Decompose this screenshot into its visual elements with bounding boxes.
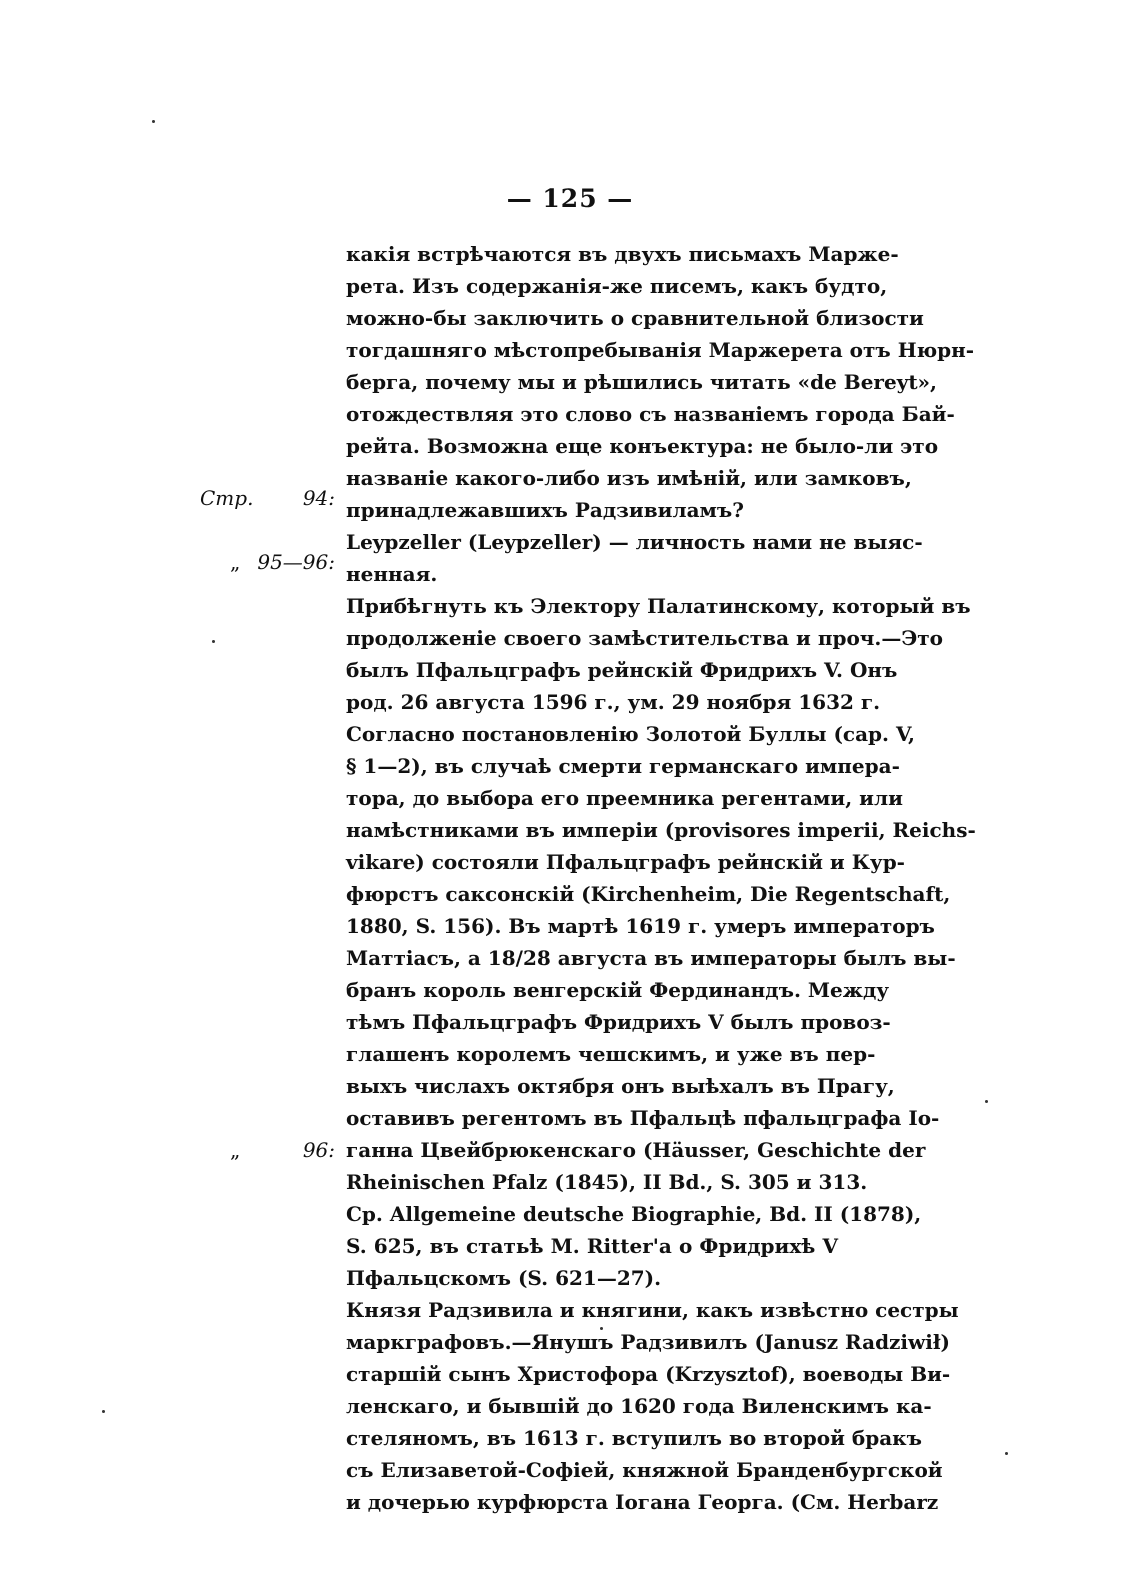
text-line: S. 625, въ статьѣ M. Ritter'a о Фридрихѣ V	[346, 1234, 838, 1258]
text-line: какія встрѣчаются въ двухъ письмахъ Марже-	[346, 242, 899, 266]
text-line: фюрстъ саксонскій (Kirchenheim, Die Regentschaft,	[346, 882, 951, 906]
page-number: — 125 —	[506, 184, 634, 213]
footnote-ref-94: 94:	[302, 486, 335, 510]
text-line: рета. Изъ содержанія-же писемъ, какъ будто,	[346, 274, 888, 298]
text-line: Прибѣгнуть къ Электору Палатинскому, который въ	[346, 594, 971, 618]
text-line: ленскаго, и бывшій до 1620 года Виленскимъ ка-	[346, 1394, 932, 1418]
text-line: Маттіасъ, а 18/28 августа въ императоры былъ вы-	[346, 946, 956, 970]
text-line: отождествляя это слово съ названіемъ города Бай-	[346, 402, 955, 426]
text-line: род. 26 августа 1596 г., ум. 29 ноября 1632 г.	[346, 690, 881, 714]
footnote-ref-95-96: 95—96:	[257, 550, 335, 574]
text-line: vikare) состояли Пфальцграфъ рейнскій и Кур-	[346, 850, 905, 874]
text-line: оставивъ регентомъ въ Пфальцѣ пфальцграфа Іо-	[346, 1106, 940, 1130]
text-line: ганна Цвейбрюкенскаго (Häusser, Geschichte der	[346, 1138, 926, 1162]
text-line: былъ Пфальцграфъ рейнскій Фридрихъ V. Онъ	[346, 658, 898, 682]
text-line: ненная.	[346, 562, 438, 586]
text-line: 1880, S. 156). Въ мартѣ 1619 г. умеръ императоръ	[346, 914, 935, 938]
text-line: стеляномъ, въ 1613 г. вступилъ во второй бракъ	[346, 1426, 922, 1450]
text-line: тѣмъ Пфальцграфъ Фридрихъ V былъ провоз-	[346, 1010, 891, 1034]
text-line: намѣстниками въ имперіи (provisores imperii, Reichs-	[346, 818, 976, 842]
text-line: берга, почему мы и рѣшились читать «de Bereyt»,	[346, 370, 938, 394]
text-line: тора, до выбора его преемника регентами, или	[346, 786, 903, 810]
text-line: рейта. Возможна еще конъектура: не было-ли это	[346, 434, 939, 458]
scan-speck	[152, 120, 155, 123]
text-line: выхъ числахъ октября онъ выѣхалъ въ Прагу,	[346, 1074, 895, 1098]
text-line: старшій сынъ Христофора (Krzysztof), воеводы Ви-	[346, 1362, 951, 1386]
text-line: Rheinischen Pfalz (1845), II Bd., S. 305 и 313.	[346, 1170, 868, 1194]
scan-speck	[985, 1100, 988, 1103]
ditto-mark-1: „	[230, 550, 241, 574]
text-line: и дочерью курфюрста Іогана Георга. (См. Herbarz	[346, 1490, 939, 1514]
text-line: можно-бы заключить о сравнительной близости	[346, 306, 924, 330]
scan-speck	[1005, 1452, 1008, 1455]
text-line: Князя Радзивила и княгини, какъ извѣстно сестры	[346, 1298, 959, 1322]
text-line: принадлежавшихъ Радзивиламъ?	[346, 498, 744, 522]
ditto-mark-2: „	[230, 1138, 241, 1162]
text-line: § 1—2), въ случаѣ смерти германскаго импера-	[346, 754, 900, 778]
text-line: съ Елизаветой-Софіей, княжной Бранденбургской	[346, 1458, 943, 1482]
footnote-ref-96: 96:	[302, 1138, 335, 1162]
text-line: тогдашняго мѣстопребыванія Маржерета отъ Нюрн-	[346, 338, 975, 362]
margin-abbreviation: Стр.	[200, 486, 254, 510]
text-line: продолженіе своего замѣстительства и проч.—Это	[346, 626, 944, 650]
text-line: Leypzeller (Leypzeller) — личность нами не выяс-	[346, 530, 923, 554]
text-line: Пфальцскомъ (S. 621—27).	[346, 1266, 662, 1290]
text-line: Согласно постановленію Золотой Буллы (cap. V,	[346, 722, 915, 746]
text-line: Cp. Allgemeine deutsche Biographie, Bd. II (1878),	[346, 1202, 922, 1226]
text-line: маркграфовъ.—Янушъ Радзивилъ (Janusz Radziwił)	[346, 1330, 950, 1354]
text-line: бранъ король венгерскій Фердинандъ. Между	[346, 978, 890, 1002]
text-line: глашенъ королемъ чешскимъ, и уже въ пер-	[346, 1042, 876, 1066]
scan-speck	[102, 1410, 105, 1413]
scan-speck	[212, 640, 215, 643]
scan-speck	[600, 1327, 603, 1330]
text-line: названіе какого-либо изъ имѣній, или замковъ,	[346, 466, 912, 490]
